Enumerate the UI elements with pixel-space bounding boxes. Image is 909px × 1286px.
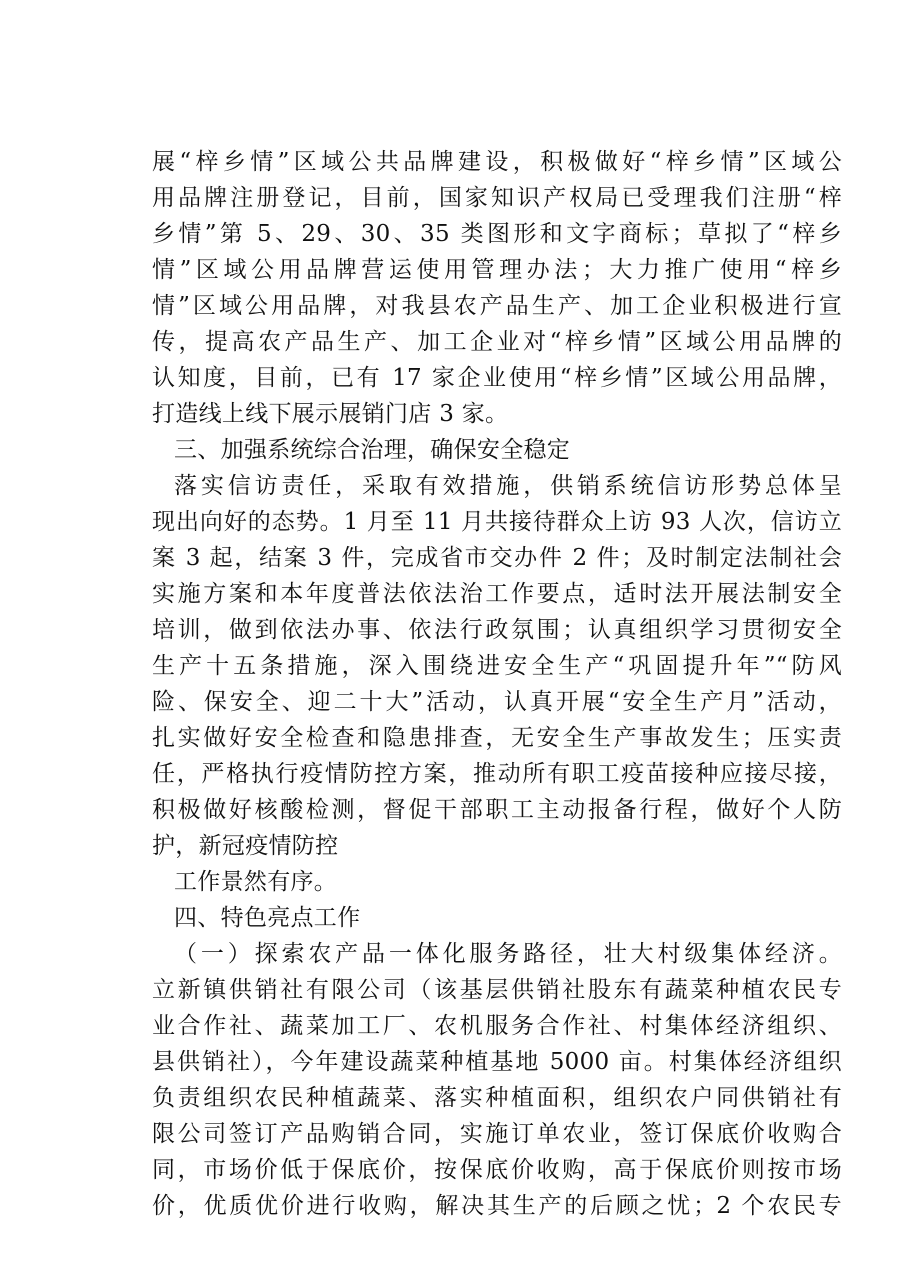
paragraph-line: 护，新冠疫情防控 <box>152 833 339 859</box>
paragraph-line: 限公司签订产品购销合同，实施订单农业，签订保底价收购合 <box>152 1121 842 1147</box>
paragraph-line: 案 3 起，结案 3 件，完成省市交办件 2 件；及时制定法制社会 <box>152 545 842 571</box>
paragraph-line: 县供销社），今年建设蔬菜种植基地 5000 亩。村集体经济组织 <box>152 1049 842 1075</box>
paragraph-line: 积极做好核酸检测，督促干部职工主动报备行程，做好个人防 <box>152 797 842 823</box>
paragraph-line: 认知度，目前，已有 17 家企业使用“梓乡情”区域公用品牌， <box>152 365 842 391</box>
paragraph-line: 价，优质优价进行收购，解决其生产的后顾之忧；2 个农民专 <box>152 1193 842 1219</box>
paragraph-line: 业合作社、蔬菜加工厂、农机服务合作社、村集体经济组织、 <box>152 1013 842 1039</box>
paragraph-line: 立新镇供销社有限公司（该基层供销社股东有蔬菜种植农民专 <box>152 977 842 1003</box>
paragraph-line: 培训，做到依法办事、依法行政氛围；认真组织学习贯彻安全 <box>152 617 842 643</box>
paragraph-line: 传，提高农产品生产、加工企业对“梓乡情”区域公用品牌的 <box>152 329 842 355</box>
section-heading: 三、加强系统综合治理，确保安全稳定 <box>174 437 571 463</box>
paragraph-line: 同，市场价低于保底价，按保底价收购，高于保底价则按市场 <box>152 1157 842 1183</box>
paragraph-line: 现出向好的态势。1 月至 11 月共接待群众上访 93 人次，信访立 <box>152 509 842 535</box>
paragraph-line: 险、保安全、迎二十大”活动，认真开展“安全生产月”活动， <box>152 689 842 715</box>
paragraph-line: 情”区域公用品牌营运使用管理办法；大力推广使用“梓乡 <box>152 257 842 283</box>
paragraph-line: 工作景然有序。 <box>174 869 338 895</box>
section-heading: 四、特色亮点工作 <box>174 905 361 931</box>
paragraph-line: 落实信访责任，采取有效措施，供销系统信访形势总体呈 <box>174 473 842 499</box>
paragraph-line: 展“梓乡情”区域公共品牌建设，积极做好“梓乡情”区域公 <box>152 149 842 175</box>
paragraph-line: 负责组织农民种植蔬菜、落实种植面积，组织农户同供销社有 <box>152 1085 842 1111</box>
paragraph-line: 生产十五条措施，深入围绕进安全生产“巩固提升年”“防风 <box>152 653 842 679</box>
paragraph-line: 任，严格执行疫情防控方案，推动所有职工疫苗接种应接尽接， <box>152 761 842 787</box>
paragraph-line: 实施方案和本年度普法依法治工作要点，适时法开展法制安全 <box>152 581 842 607</box>
paragraph-line: 情”区域公用品牌，对我县农产品生产、加工企业积极进行宣 <box>152 293 842 319</box>
paragraph-line: 打造线上线下展示展销门店 3 家。 <box>152 401 509 427</box>
paragraph-line: 扎实做好安全检查和隐患排查，无安全生产事故发生；压实责 <box>152 725 842 751</box>
paragraph-line: 乡情”第 5、29、30、35 类图形和文字商标；草拟了“梓乡 <box>152 221 842 247</box>
subsection-heading-line: （一）探索农产品一体化服务路径，壮大村级集体经济。 <box>174 941 842 967</box>
paragraph-line: 用品牌注册登记，目前，国家知识产权局已受理我们注册“梓 <box>152 185 842 211</box>
